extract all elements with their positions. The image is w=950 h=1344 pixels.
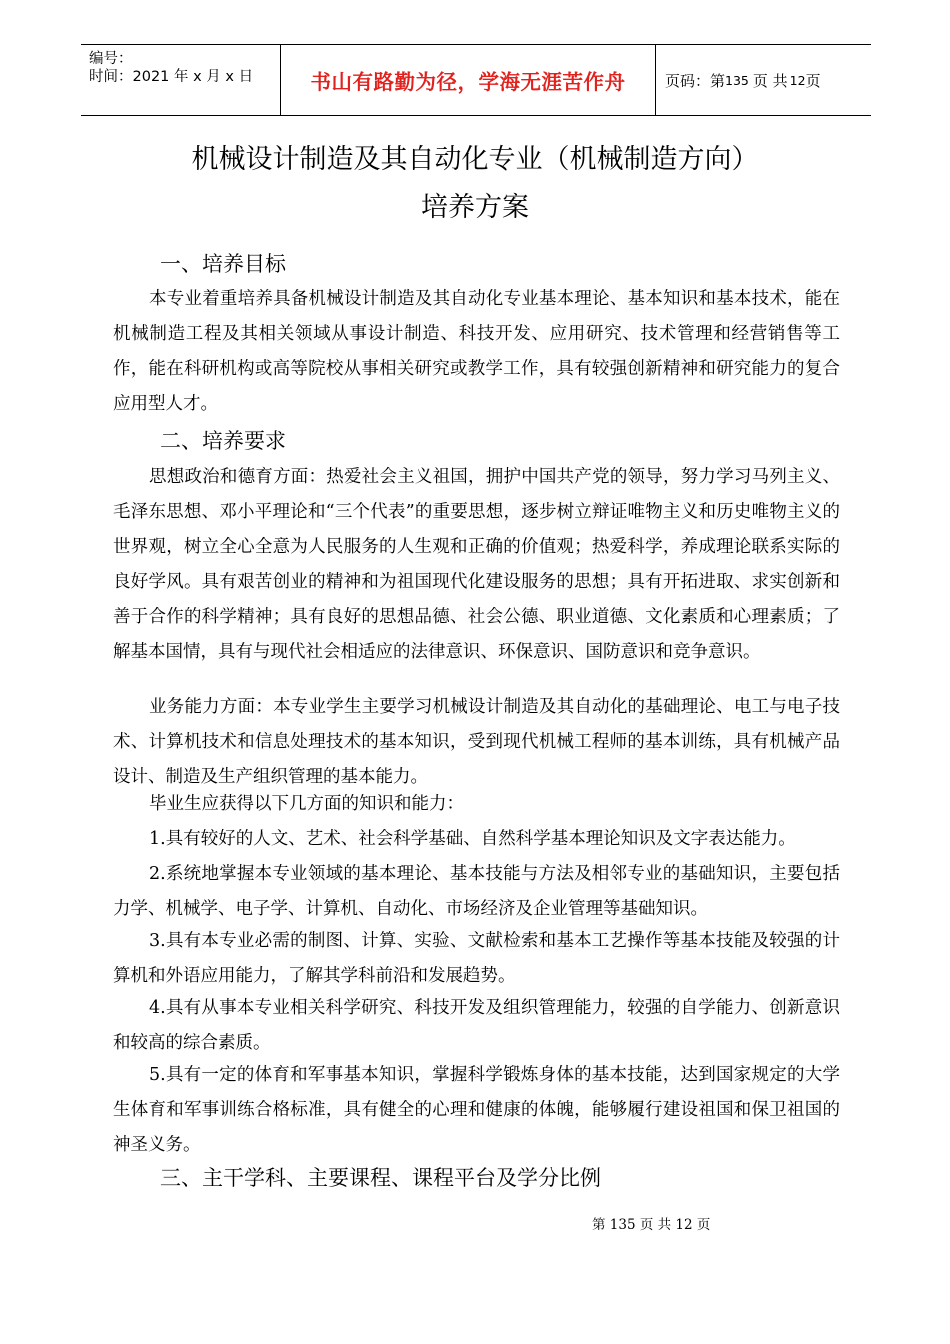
paragraph-moral: 思想政治和德育方面：热爱社会主义祖国，拥护中国共产党的领导，努力学习马列主义、毛泽东思想、邓小平理论和“三个代表”的重要思想，逐步树立辩证唯物主义和历史唯物主义的世界观，树立全心全意为人民服务的人生观和正确的价值观；热爱科学，养成理论联系实际的良好学风。具有艰苦创业的精神和为祖国现代化建设服务的思想；具有开拓进取、求实创新和善于合作的科学精神；具有良好的思想品德、社会公德、职业道德、文化素质和心理素质；了解基本国情，具有与现代社会相适应的法律意识、环保意识、国防意识和竞争意识。 (113, 467, 840, 662)
page-prefix: 页码：第 (665, 71, 726, 90)
page-footer: 第 135 页 共 12 页 (592, 1217, 711, 1233)
header-page-info (655, 45, 871, 115)
page-total: 12 (789, 72, 806, 88)
motto-text: 书山有路勤为径，学海无涯苦作舟 (310, 70, 626, 94)
document-subtitle: 培养方案 (421, 192, 529, 223)
paragraph-objectives: 本专业着重培养具备机械设计制造及其自动化专业基本理论、基本知识和基本技术，能在机械制造工程及其相关领域从事设计制造、科技开发、应用研究、技术管理和经营销售等工作，能在科研机构或高等院校从事相关研究或教学工作，具有较强创新精神和研究能力的复合应用型人才。 (113, 289, 840, 414)
page-mid: 页 共 (752, 71, 788, 90)
section-heading-courses: 三、主干学科、主要课程、课程平台及学分比例 (160, 1166, 601, 1190)
list-item-5: 5.具有一定的体育和军事基本知识，掌握科学锻炼身体的基本技能，达到国家规定的大学生体育和军事训练合格标准，具有健全的心理和健康的体魄，能够履行建设祖国和保卫祖国的神圣义务。 (113, 1065, 840, 1155)
list-item-2: 2.系统地掌握本专业领域的基本理论、基本技能与方法及相邻专业的基础知识，主要包括力学、机械学、电子学、计算机、自动化、市场经济及企业管理等基础知识。 (113, 864, 840, 919)
header-meta (81, 45, 281, 115)
paragraph-ability: 业务能力方面：本专业学生主要学习机械设计制造及其自动化的基础理论、电工与电子技术、计算机技术和信息处理技术的基本知识，受到现代机械工程师的基本训练，具有机械产品设计、制造及生产组织管理的基本能力。 (113, 697, 840, 787)
section-heading-objectives: 一、培养目标 (160, 252, 286, 276)
header-motto-cell (281, 45, 656, 115)
section-heading-requirements: 二、培养要求 (160, 429, 286, 453)
time-label: 时间：2021 年 x 月 x 日 (89, 69, 254, 85)
page-header (81, 44, 871, 116)
number-label: 编号： (89, 51, 133, 67)
page-suffix: 页 (805, 71, 821, 90)
list-item-4: 4.具有从事本专业相关科学研究、科技开发及组织管理能力，较强的自学能力、创新意识和较高的综合素质。 (113, 998, 840, 1053)
list-item-3: 3.具有本专业必需的制图、计算、实验、文献检索和基本工艺操作等基本技能及较强的计算机和外语应用能力，了解其学科前沿和发展趋势。 (113, 931, 840, 986)
paragraph-knowledge-intro: 毕业生应获得以下几方面的知识和能力： (149, 794, 464, 814)
document-title: 机械设计制造及其自动化专业（机械制造方向） (191, 144, 759, 175)
list-item-1: 1.具有较好的人文、艺术、社会科学基础、自然科学基本理论知识及文字表达能力。 (149, 829, 796, 849)
page-current: 135 (725, 72, 749, 88)
